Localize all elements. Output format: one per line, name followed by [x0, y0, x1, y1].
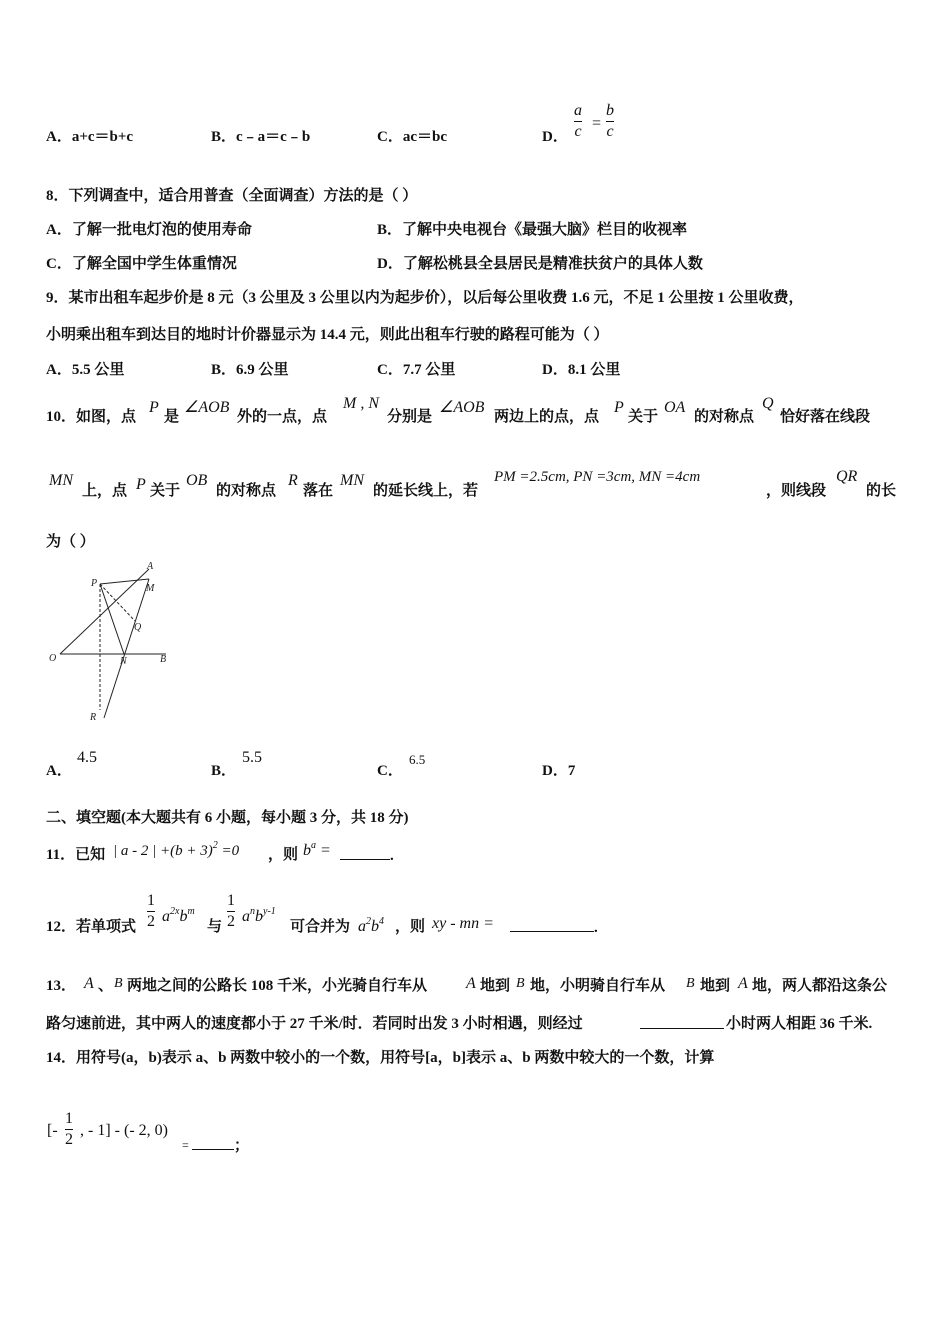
q10-option-d: D．7 — [542, 763, 576, 779]
q11-equation: | a - 2 | $+(b + 3)^2 =0$ — [113, 840, 240, 859]
q13-text-4: 地到 — [480, 978, 511, 994]
q10-math-p-2: P — [614, 399, 624, 416]
q10-option-c-value: 6.5 — [409, 752, 426, 767]
label-q: Q — [134, 622, 142, 633]
q8-stem: 8．下列调查中，适合用普查（全面调查）方法的是（ ） — [46, 188, 418, 204]
q10-option-a-value: 4.5 — [77, 749, 97, 766]
q10-text-6: 关于 — [628, 409, 659, 425]
label-m: M — [146, 583, 155, 594]
q10-text-8: 恰好落在线段 — [780, 409, 871, 425]
q10-math-oa: OA — [664, 399, 686, 416]
q13-math-b-2: B — [516, 976, 525, 991]
q10-math-angle-aob-2: ∠AOB — [439, 399, 485, 416]
q12-text-1: 12．若单项式 — [46, 919, 137, 935]
q10-text-9: 上，点 — [82, 483, 128, 499]
q9-option-a: A．5.5 公里 — [46, 362, 125, 378]
segment-pq-dashed — [100, 584, 135, 621]
q13-math-b: B — [114, 976, 123, 991]
q10-text-4: 分别是 — [387, 409, 433, 425]
q9-stem-line2: 小明乘出租车到达目的地时计价器显示为 14.4 元，则此出租车行驶的路程可能为（ ） — [46, 327, 609, 343]
q12-fraction-2: 1 2 — [227, 892, 235, 930]
q7-option-c: C．ac＝bc — [377, 129, 447, 145]
q13-text-6: 地到 — [700, 978, 731, 994]
q10-text-2: 是 — [164, 409, 180, 425]
q10-option-c-label: C． — [377, 763, 403, 779]
q7-option-b: B．c﹣a＝c﹣b — [211, 129, 311, 145]
q9-option-d: D．8.1 公里 — [542, 362, 621, 378]
q10-text-16: 为（ ） — [46, 534, 95, 550]
q14-equals: = — [182, 1138, 189, 1152]
q13-math-b-3: B — [686, 976, 695, 991]
q8-option-c: C．了解全国中学生体重情况 — [46, 256, 237, 272]
q10-text-13: 的延长线上，若 — [373, 483, 479, 499]
q10-text-14: ，则线段 — [766, 483, 827, 499]
q10-option-b-value: 5.5 — [242, 749, 262, 766]
q11-power: $b^a$ = — [303, 840, 331, 859]
q14-bracket-open: [- — [47, 1122, 58, 1139]
q10-math-p: P — [149, 399, 159, 416]
q12-answer-blank: . — [510, 917, 598, 938]
q8-option-b: B．了解中央电视台《最强大脑》栏目的收视率 — [377, 222, 688, 238]
q10-math-r: R — [288, 472, 298, 489]
q13-text-5: 地，小明骑自行车从 — [530, 978, 666, 994]
q12-expression: xy - mn = — [432, 915, 494, 932]
q10-math-m-n: M , N — [343, 395, 379, 412]
q11-text-2: ，则 — [268, 847, 299, 863]
q10-text-5: 两边上的点，点 — [494, 409, 600, 425]
q10-option-b-label: B． — [211, 763, 237, 779]
section-2-heading: 二、填空题(本大题共有 6 小题，每小题 3 分，共 18 分) — [46, 810, 409, 826]
q10-math-mn-2: MN — [340, 472, 364, 489]
q10-math-mn: MN — [49, 472, 73, 489]
q10-text-10: 关于 — [150, 483, 181, 499]
q7-option-d-equals: = — [592, 115, 602, 132]
q7-option-d-fraction-right: b c — [606, 102, 614, 140]
q14-expression: , - 1] - (- 2, 0) — [80, 1122, 168, 1139]
q10-text-12: 落在 — [303, 483, 334, 499]
q10-text-15: 的长 — [866, 483, 897, 499]
q10-option-a-label: A． — [46, 763, 72, 779]
label-n: N — [120, 656, 127, 667]
q13-math-a-3: A — [738, 975, 748, 992]
q12-fraction-1: 1 2 — [147, 892, 155, 930]
q7-option-d-fraction-left: a c — [574, 102, 582, 140]
q11-text-1: 11．已知 — [46, 847, 106, 863]
q10-math-p-3: P — [136, 476, 146, 493]
q10-text-3: 外的一点，点 — [237, 409, 328, 425]
q10-text-1: 10．如图，点 — [46, 409, 137, 425]
q13-answer-blank — [640, 1014, 724, 1035]
q13-line-2-part-1: 路匀速前进，其中两人的速度都小于 27 千米/时．若同时出发 3 小时相遇，则经过 — [46, 1016, 583, 1032]
q12-text-4: ，则 — [395, 919, 426, 935]
q10-math-angle-aob: ∠AOB — [184, 399, 230, 416]
q9-stem-line1: 9．某市出租车起步价是 8 元（3 公里及 3 公里以内为起步价），以后每公里收费 1.6 元，不足 1 公里按 1 公里收费， — [46, 290, 804, 306]
q10-math-lengths: PM =2.5cm, PN =3cm, MN =4cm — [494, 469, 701, 485]
q7-option-a: A．a+c＝b+c — [46, 129, 134, 145]
q14-fraction: 1 2 — [65, 1110, 73, 1148]
q10-geometry-figure — [44, 558, 184, 728]
q14-stem: 14．用符号(a，b)表示 a、b 两数中较小的一个数，用符号[a，b]表示 a、b 两数中较大的一个数，计算 — [46, 1050, 715, 1066]
label-o: O — [49, 653, 57, 664]
q13-text-1: 13． — [46, 978, 77, 994]
q12-monomial-1: $a^{2x}b^m$ — [162, 906, 195, 925]
q10-text-7: 的对称点 — [694, 409, 755, 425]
q13-text-3: 两地之间的公路长 108 千米，小光骑自行车从 — [127, 978, 428, 994]
q13-line-2-part-2: 小时两人相距 36 千米. — [726, 1016, 873, 1032]
segment-pn — [100, 584, 124, 654]
q10-text-11: 的对称点 — [216, 483, 277, 499]
q13-text-7: 地，两人都沿这条公 — [752, 978, 888, 994]
q12-monomial-2: $a^nb^{y-1}$ — [242, 906, 276, 925]
q8-option-a: A．了解一批电灯泡的使用寿命 — [46, 222, 252, 238]
q13-math-a-2: A — [466, 975, 476, 992]
line-mn-extended — [104, 579, 149, 718]
q9-option-b: B．6.9 公里 — [211, 362, 289, 378]
q9-option-c: C．7.7 公里 — [377, 362, 456, 378]
q11-answer-blank: . — [340, 845, 394, 866]
q10-math-q: Q — [762, 395, 774, 412]
q14-answer-blank: ； — [192, 1135, 249, 1156]
q13-text-2: 、 — [98, 978, 114, 994]
label-b: B — [160, 654, 167, 665]
q7-option-d-label: D． — [542, 129, 568, 145]
q12-merged-monomial: $a^2b^4$ — [358, 916, 384, 935]
q8-option-d: D．了解松桃县全县居民是精准扶贫户的具体人数 — [377, 256, 703, 272]
q13-math-a: A — [84, 975, 94, 992]
ray-oa — [60, 569, 149, 654]
label-a: A — [147, 561, 154, 572]
q10-math-qr: QR — [836, 468, 858, 485]
segment-pm — [100, 579, 149, 584]
label-p: P — [91, 578, 98, 589]
label-r: R — [90, 712, 97, 723]
q12-text-2: 与 — [207, 919, 223, 935]
q12-text-3: 可合并为 — [290, 919, 351, 935]
q10-math-ob: OB — [186, 472, 208, 489]
